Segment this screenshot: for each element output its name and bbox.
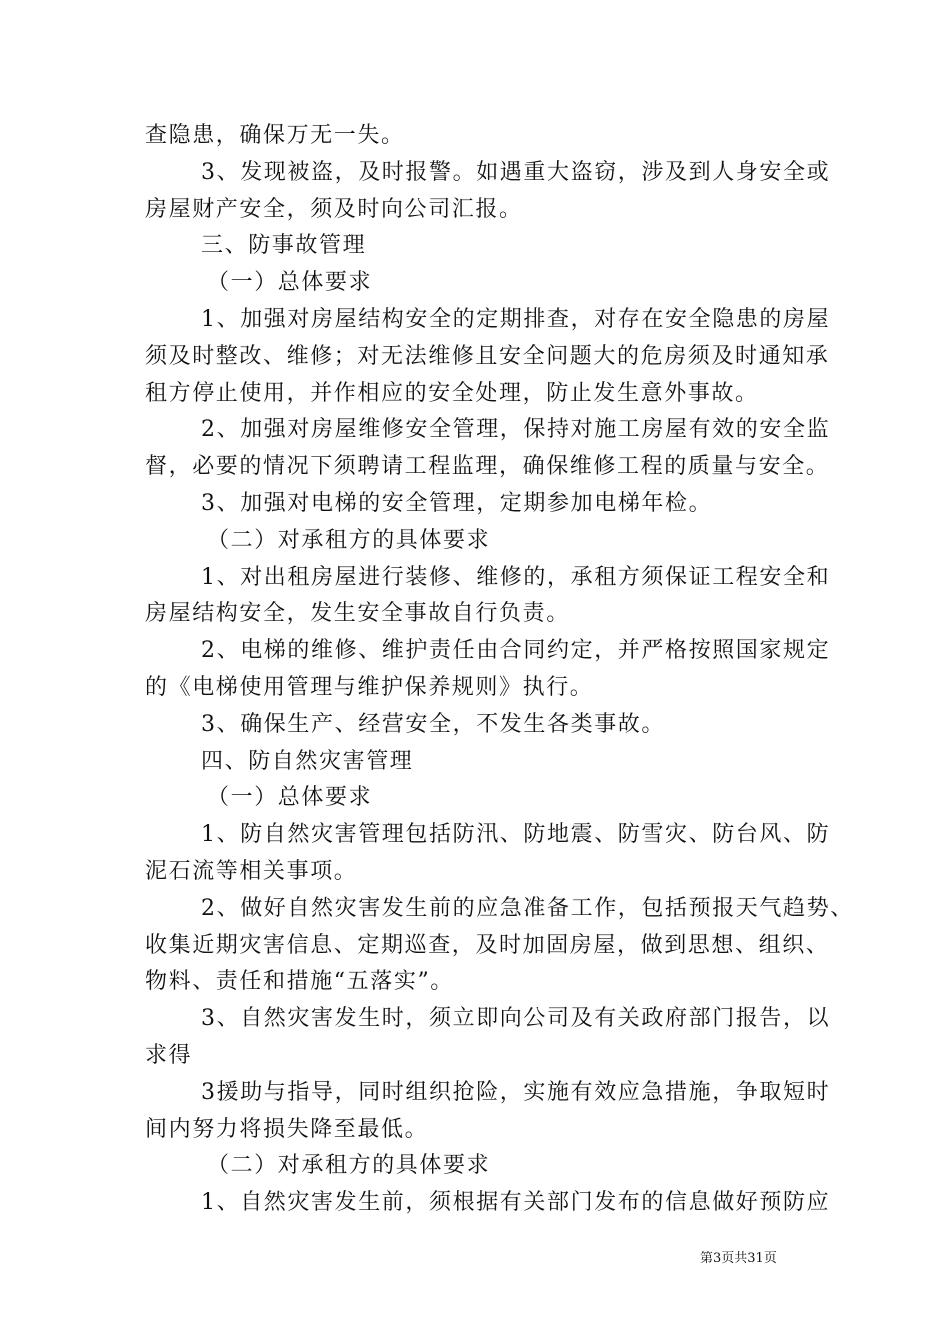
text-line: 四、防自然灾害管理 [201,748,414,774]
text-line: （一）总体要求 [207,785,373,811]
text-line: 2、加强对房屋维修安全管理，保持对施工房屋有效的安全监 [201,417,831,443]
text-line: 房屋结构安全，发生安全事故自行负责。 [145,601,570,627]
text-line: 3、发现被盗，及时报警。如遇重大盗窃，涉及到人身安全或 [201,159,831,185]
text-line: 收集近期灾害信息、定期巡查，及时加固房屋，做到思想、组织、 [145,932,830,958]
text-line: （二）对承租方的具体要求 [207,527,491,553]
text-line: （一）总体要求 [207,270,373,296]
text-line: 2、做好自然灾害发生前的应急准备工作，包括预报天气趋势、 [201,895,854,921]
text-line: 查隐患，确保万无一失。 [145,123,405,148]
text-line: 房屋财产安全，须及时向公司汇报。 [145,196,523,222]
text-line: 物料、责任和措施“五落实”。 [145,969,454,995]
text-line: 1、自然灾害发生前，须根据有关部门发布的信息做好预防应 [201,1190,831,1216]
text-line: 1、加强对房屋结构安全的定期排查，对存在安全隐患的房屋 [201,306,831,332]
text-line: 1、对出租房屋进行装修、维修的，承租方须保证工程安全和 [201,564,831,590]
text-line: 租方停止使用，并作相应的安全处理，防止发生意外事故。 [145,380,759,406]
page-number: 第3页共31页 [700,1251,777,1266]
text-line: 求得 [145,1042,193,1068]
text-line: 泥石流等相关事项。 [145,858,358,884]
text-line: 2、电梯的维修、维护责任由合同约定，并严格按照国家规定 [201,638,831,664]
text-line: 1、防自然灾害管理包括防汛、防地震、防雪灾、防台风、防 [201,822,831,848]
text-line: 3、加强对电梯的安全管理，定期参加电梯年检。 [201,490,713,516]
text-line: 3援助与指导，同时组织抢险，实施有效应急措施，争取短时 [201,1079,831,1105]
text-line: 间内努力将损失降至最低。 [145,1116,429,1142]
text-line: 3、确保生产、经营安全，不发生各类事故。 [201,711,665,737]
text-line: 督，必要的情况下须聘请工程监理，确保维修工程的质量与安全。 [145,454,830,480]
text-line: 3、自然灾害发生时，须立即向公司及有关政府部门报告，以 [201,1006,831,1032]
text-line: 须及时整改、维修；对无法维修且安全问题大的危房须及时通知承 [145,343,830,369]
text-line: （二）对承租方的具体要求 [207,1153,491,1179]
text-line: 的《电梯使用管理与维护保养规则》执行。 [145,674,594,700]
text-line: 三、防事故管理 [201,233,367,259]
document-body [145,118,854,1222]
